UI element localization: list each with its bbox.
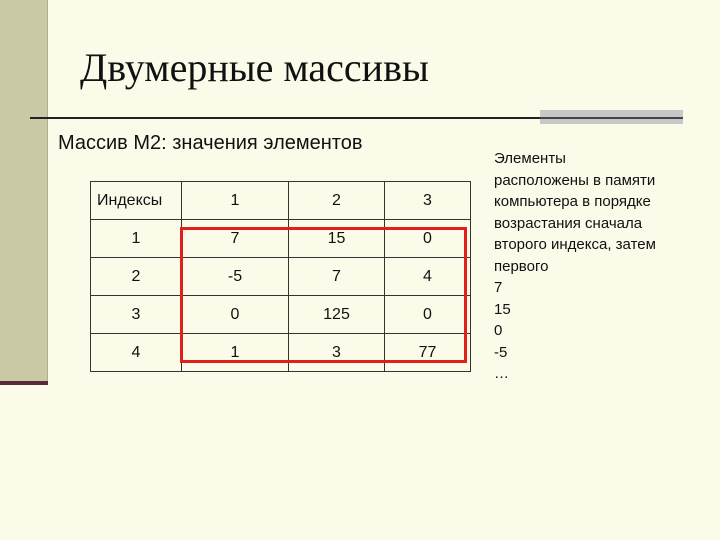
note-line: расположены в памяти: [494, 171, 656, 189]
note-line: компьютера в порядке: [494, 193, 651, 210]
table-cell: 0: [182, 296, 289, 334]
table-row: [91, 334, 471, 372]
table-cell: 7: [289, 258, 385, 296]
left-decor-bar-accent: [0, 381, 48, 385]
slide-title: Двумерные массивы: [80, 45, 429, 90]
table-cell: 4: [385, 258, 471, 296]
table-row: [91, 258, 471, 296]
table-cell: 3: [289, 334, 385, 372]
table-cell: 7: [182, 220, 289, 258]
note-line: возрастания сначала: [494, 214, 643, 232]
note-line: 0: [494, 322, 503, 339]
note-line: Элементы: [494, 150, 566, 167]
header-cell: 1: [182, 182, 289, 220]
table-cell: 0: [385, 220, 471, 258]
row-index-cell: 4: [91, 334, 182, 372]
table-cell: 125: [289, 296, 385, 334]
table-cell: 77: [385, 334, 471, 372]
table-cell: -5: [182, 258, 289, 296]
row-index-cell: 1: [91, 220, 182, 258]
note-line: второго индекса, затем: [494, 236, 656, 253]
table-row: [91, 296, 471, 334]
header-cell: 2: [289, 182, 385, 220]
left-decor-bar: [0, 0, 48, 385]
table-cell: 15: [289, 220, 385, 258]
header-cell: Индексы: [91, 182, 182, 220]
table-row: [91, 220, 471, 258]
note-line: …: [494, 365, 509, 382]
table-cell: 1: [182, 334, 289, 372]
row-index-cell: 2: [91, 258, 182, 296]
header-cell: 3: [385, 182, 471, 220]
memory-order-note: [494, 148, 709, 385]
row-index-cell: 3: [91, 296, 182, 334]
title-rule-accent-line: [540, 117, 683, 119]
note-line: 7: [494, 279, 503, 296]
table-cell: 0: [385, 296, 471, 334]
table-header-row: [91, 182, 471, 220]
note-line: -5: [494, 343, 508, 361]
slide-subtitle: Массив M2: значения элементов: [58, 132, 363, 154]
note-line: 15: [494, 300, 511, 318]
title-rule: [30, 117, 540, 119]
note-line: первого: [494, 257, 549, 275]
array-table: [90, 181, 471, 372]
